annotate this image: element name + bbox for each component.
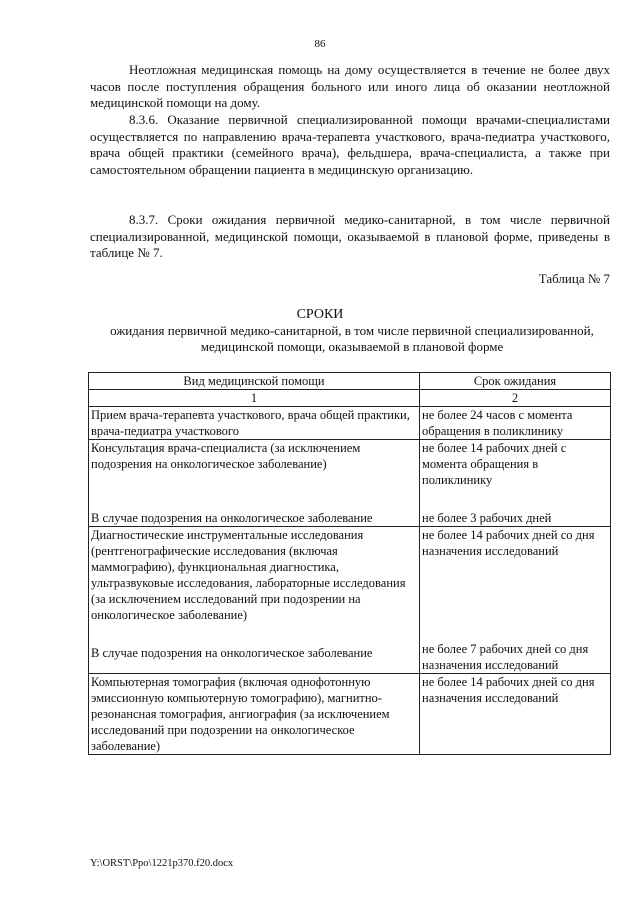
- row-care-type-text: Прием врача-терапевта участкового, врача общей практики, врача-педиатра участкового: [91, 408, 410, 438]
- row-waiting-term: [420, 440, 611, 527]
- paragraph-8-3-6-text: 8.3.6. Оказание первичной специализированной помощи врачами-специалистами осуществляется по направлению врача-терапевта участкового, врача-педиатра участкового, врача общей практики (семейного врача), фельдшера, врача-специалиста, а также при самостоятельном обращении пациента в медицинскую организацию.: [90, 112, 610, 177]
- table-row: [89, 440, 611, 527]
- row-care-type: [89, 440, 420, 527]
- footer-file-path: Y:\ORST\Ppo\1221p370.f20.docx: [90, 858, 234, 869]
- waiting-times-table: [88, 372, 611, 755]
- row-care-type-text: Диагностические инструментальные исследования (рентгенографические исследования (включая маммографию), функциональная диагностика, ультразвуковые исследования, лабораторные исследования (за исключением исследований при подозрении на онкологическое заболевание): [91, 528, 406, 622]
- row-care-type-text: Консультация врача-специалиста (за исключением подозрения на онкологическое заболевание): [91, 441, 361, 471]
- row-waiting-term-text: не более 24 часов с момента обращения в поликлинику: [422, 408, 573, 438]
- row-care-type-text: Компьютерная томография (включая однофотонную эмиссионную компьютерную томографию), магнитно-резонансная томография, ангиография (за исключением исследований при подозрении на онкологическое заболевание): [91, 675, 390, 753]
- paragraph-urgent-care: [90, 62, 610, 112]
- paragraph-urgent-care-text: Неотложная медицинская помощь на дому осуществляется в течение не более двух часов после поступления обращения больного или иного лица об оказании неотложной медицинской помощи на дому.: [90, 62, 610, 110]
- row-waiting-term-oncology-text: не более 3 рабочих дней: [422, 511, 552, 525]
- column-number-1: 1: [89, 390, 420, 407]
- row-care-type: [89, 674, 420, 755]
- row-waiting-term-text: не более 14 рабочих дней с момента обращения в поликлинику: [422, 441, 567, 487]
- header-care-type: Вид медицинской помощи: [89, 373, 420, 390]
- row-waiting-term-text: не более 14 рабочих дней со дня назначения исследований: [422, 528, 595, 558]
- page-number: 86: [314, 38, 326, 50]
- table-caption: Таблица № 7: [538, 271, 610, 286]
- paragraph-8-3-7: [90, 212, 610, 262]
- row-waiting-term: [420, 527, 611, 674]
- table-header-row: [89, 373, 611, 390]
- row-care-type: [89, 407, 420, 440]
- table-column-number-row: [89, 390, 611, 407]
- table-row: [89, 527, 611, 674]
- row-waiting-term: [420, 674, 611, 755]
- column-number-2: 2: [420, 390, 611, 407]
- row-care-type-oncology-text: В случае подозрения на онкологическое заболевание: [91, 511, 373, 525]
- table-row: [89, 407, 611, 440]
- row-waiting-term-text: не более 14 рабочих дней со дня назначения исследований: [422, 675, 595, 705]
- row-care-type: [89, 527, 420, 674]
- row-waiting-term-oncology-text: не более 7 рабочих дней со дня назначения исследований: [422, 642, 589, 672]
- table-title: СРОКИ: [296, 307, 344, 322]
- row-care-type-oncology-text: В случае подозрения на онкологическое заболевание: [91, 646, 373, 660]
- row-waiting-term: [420, 407, 611, 440]
- table-row: [89, 674, 611, 755]
- paragraph-8-3-6: [90, 112, 610, 178]
- table-subtitle: ожидания первичной медико-санитарной, в том числе первичной специализированной, медицинской помощи, оказываемой в плановой форме: [110, 323, 594, 354]
- paragraph-8-3-7-text: 8.3.7. Сроки ожидания первичной медико-санитарной, в том числе первичной специализированной, медицинской помощи, оказываемой в плановой форме, приведены в таблице № 7.: [90, 212, 610, 260]
- header-waiting-term: Срок ожидания: [420, 373, 611, 390]
